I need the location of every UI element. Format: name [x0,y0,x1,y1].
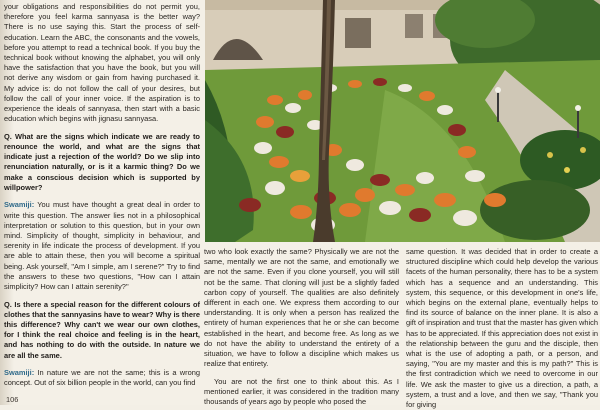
answer-paragraph [4,200,200,292]
lamp [495,87,501,93]
photo-illustration [205,0,600,242]
answer-paragraph [4,368,200,388]
answer-text: You must have thought a great deal in order to write this question. The answer lies not in a philosophical interpretation or solution to this question, but in your own mind. Simplicity of thought, simplicity in behaviour, and serenity in life indicate the process of development. If you are able to attain these, then you will become a spiritual being. Ask yourself, "Am I simple, am I serene?" Try to find the answers to these two questions, "How can I attain simplicity? How can I attain serenity?" [4,200,200,292]
paragraph: You are not the first one to think about this. As I mentioned earlier, it was considered in the tradition many thousands of years ago by people who posed the [204,376,399,407]
paragraph: your obligations and responsibilities do not permit you, therefore you feel karma sannyasa is the better way? There is no use saying this. Start the process of self-education. Learn the ABC, the consonants and the vowels, before you attempt to read a technical book. If you buy the technical book without knowing the alphabet, you will only have the satisfaction that you have the book, but you will not derive any wisdom or gain from having purchased it. My advice is: do not follow the call of your desires, but follow the call of your inner voice. If the aspiration is to experience the ideals of sannyasa, then start with a basic education which begins with jignasu sannyasa. [4,2,200,124]
page-number: 106 [6,395,19,404]
flower [547,152,553,158]
paragraph: same question. It was decided that in order to create a structured discipline which could help develop the various facets of the human personality, there has to be a system which has a sequence and an understanding. This system, this sequence, or this development in one's life, which begins on the external plane, eventually helps to find its source of balance on the inner plane. It is also a gift of inspiration and trust that the master has given which has to be appreciated. If this appreciation does not exist in the relationship between the guru and the disciple, then what is the use of adopting a path, or a person, and saying, "You are my master and this is my path?" This is the first contradiction which we need to overcome in our life. We ask the master to give us a direction, a path, a system, a trust and a love, and then we say, "Thank you for giving [406,247,598,410]
left-text-column [4,2,200,398]
question-text: Is there a special reason for the different colours of clothes that the sannyasins have to wear? Why is there this difference? Why can't we wear our own clothes, for I think the real choice and feeling is in the heart, and has nothing to do with the outside. In nature we are all the same. [4,299,200,360]
lamp-post [577,110,579,138]
middle-text-column [204,247,399,407]
answer-text: In nature we are not the same; this is a wrong concept. Out of six billion people in the world, can you find [4,368,200,388]
doorway [345,18,371,48]
shrub [480,180,590,240]
question-marker: Q. [4,131,12,141]
question-paragraph [4,300,200,361]
speaker-label: Swamiji: [4,368,35,378]
paragraph: two who look exactly the same? Physically we are not the same, mentally we are not the same, and emotionally we are not the same. Even if you clone yourself, you will still not be the same. That cloning will just be a slightly faded carbon copy of yourself. The qualities are also definitely different in each one. We express them according to our understanding. It is only when a person has realized the entirety of human experiences that he or she can become established in the heart, and become free. As long as we do not have the ability to understand the entirety of a situation, we have to follow a discipline which makes us realize that entirety. [204,247,399,369]
speaker-label: Swamiji: [4,200,35,210]
question-text: What are the signs which indicate we are ready to renounce the world, and what are the signs that indicate just a rejection of the world? Do we slip into renunciation naturally, or is it a karmic thing? Do we make a conscious decision which is supported by willpower? [4,131,200,192]
lamp [575,105,581,111]
question-marker: Q. [4,299,12,309]
window [405,14,423,38]
lamp-post [497,92,499,122]
right-text-column [406,247,598,410]
flower [580,147,586,153]
ashram-courtyard-photo [205,0,600,242]
flower [564,167,570,173]
question-paragraph [4,132,200,193]
